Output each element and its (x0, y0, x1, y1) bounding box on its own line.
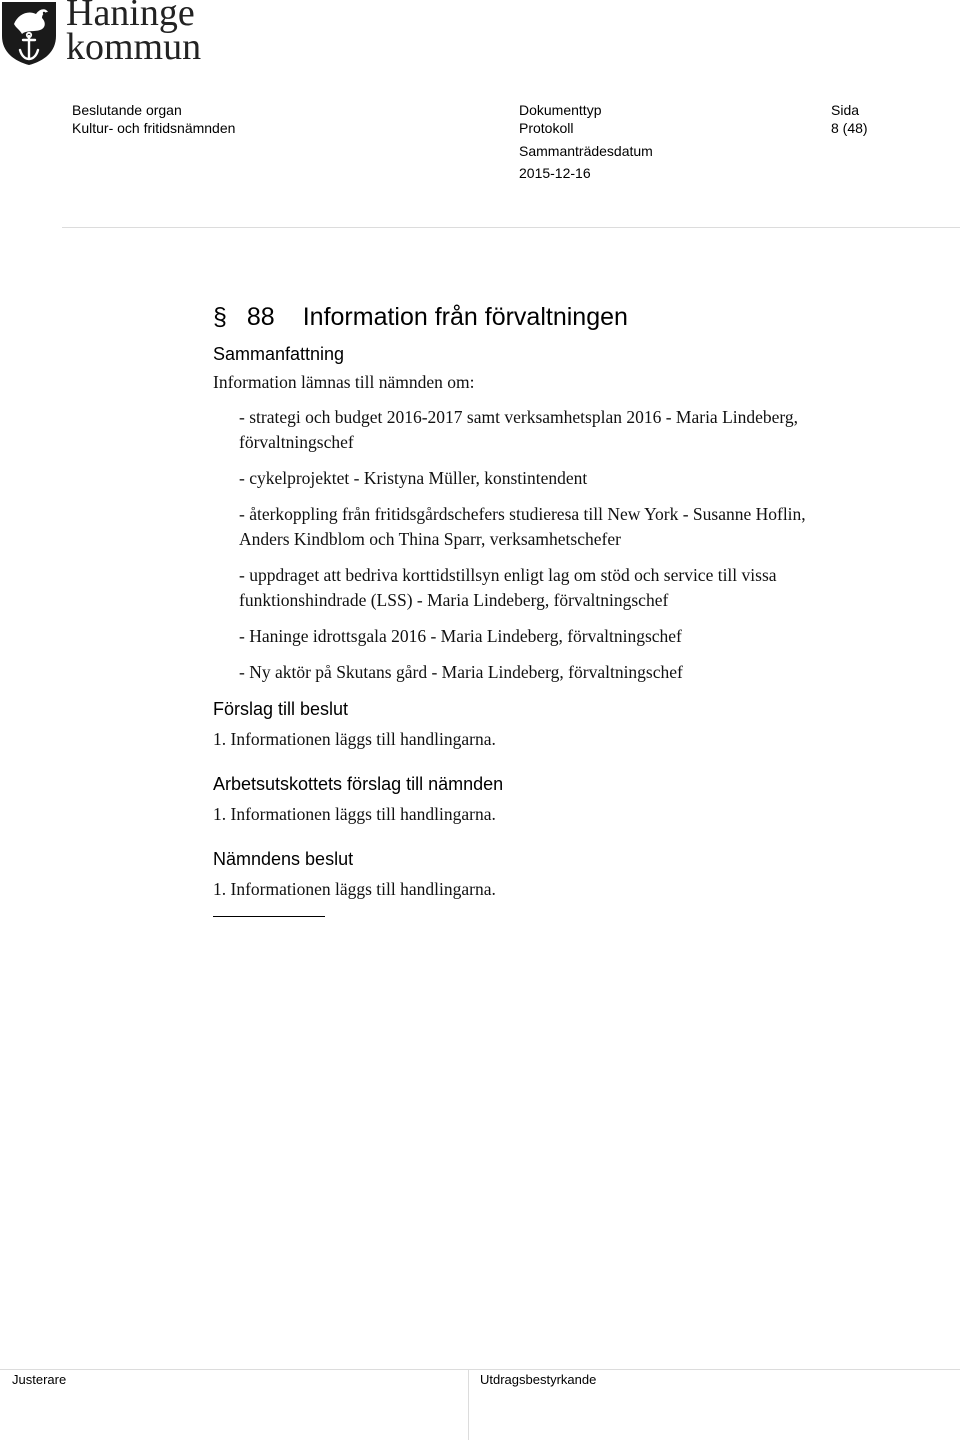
coat-of-arms-icon (0, 0, 58, 66)
list-item: - uppdraget att bedriva korttidstillsyn enligt lag om stöd och service till vissa funktionshindrade (LSS) - Maria Lindeberg, förvaltningschef (239, 565, 777, 610)
decision-text: 1. Informationen läggs till handlingarna. (213, 879, 496, 899)
end-rule (213, 916, 325, 917)
main-content (213, 298, 853, 917)
info-items-list (213, 405, 853, 685)
au-proposal-text: 1. Informationen läggs till handlingarna. (213, 804, 496, 824)
list-item: - cykelprojektet - Kristyna Müller, konstintendent (239, 468, 588, 488)
decision-heading: Nämndens beslut (213, 849, 354, 869)
header-date (519, 142, 653, 182)
date-label: Sammanträdesdatum (519, 143, 653, 159)
municipality-logo (0, 0, 230, 72)
organ-value: Kultur- och fritidsnämnden (72, 120, 236, 136)
list-item: - Haninge idrottsgala 2016 - Maria Lindeberg, förvaltningschef (239, 626, 682, 646)
header-organ (72, 101, 235, 137)
justerare-label: Justerare (12, 1372, 67, 1387)
footer-divider (0, 1369, 960, 1370)
list-item: - Ny aktör på Skutans gård - Maria Lindeberg, förvaltningschef (239, 662, 683, 682)
proposal-heading: Förslag till beslut (213, 699, 349, 719)
doctype-value: Protokoll (519, 120, 574, 136)
logo-line-2: kommun (66, 26, 202, 68)
page-label: Sida (831, 102, 860, 118)
header-doctype (519, 101, 601, 137)
section-title-text: Information från förvaltningen (302, 303, 628, 331)
list-item: - återkoppling från fritidsgårdschefers studieresa till New York - Susanne Hoflin, Anders Kindblom och Thina Sparr, verksamhetschefer (239, 504, 806, 549)
header-page (831, 101, 868, 137)
municipality-name (66, 0, 202, 68)
proposal-text: 1. Informationen läggs till handlingarna. (213, 729, 496, 749)
organ-label: Beslutande organ (72, 102, 182, 118)
footer-column-divider (468, 1369, 469, 1440)
summary-intro: Information lämnas till nämnden om: (213, 372, 475, 392)
header-divider (62, 227, 960, 228)
page-value: 8 (48) (831, 120, 868, 136)
au-proposal-heading: Arbetsutskottets förslag till nämnden (213, 774, 504, 794)
list-item: - strategi och budget 2016-2017 samt verksamhetsplan 2016 - Maria Lindeberg, förvaltningschef (239, 407, 799, 452)
section-title (213, 298, 853, 336)
section-number: 88 (246, 303, 275, 331)
summary-heading: Sammanfattning (213, 344, 345, 364)
logo-line-1: Haninge (66, 0, 195, 34)
date-value: 2015-12-16 (519, 165, 591, 181)
doctype-label: Dokumenttyp (519, 102, 602, 118)
utdrag-label: Utdragsbestyrkande (480, 1372, 597, 1387)
section-symbol: § (213, 303, 227, 331)
